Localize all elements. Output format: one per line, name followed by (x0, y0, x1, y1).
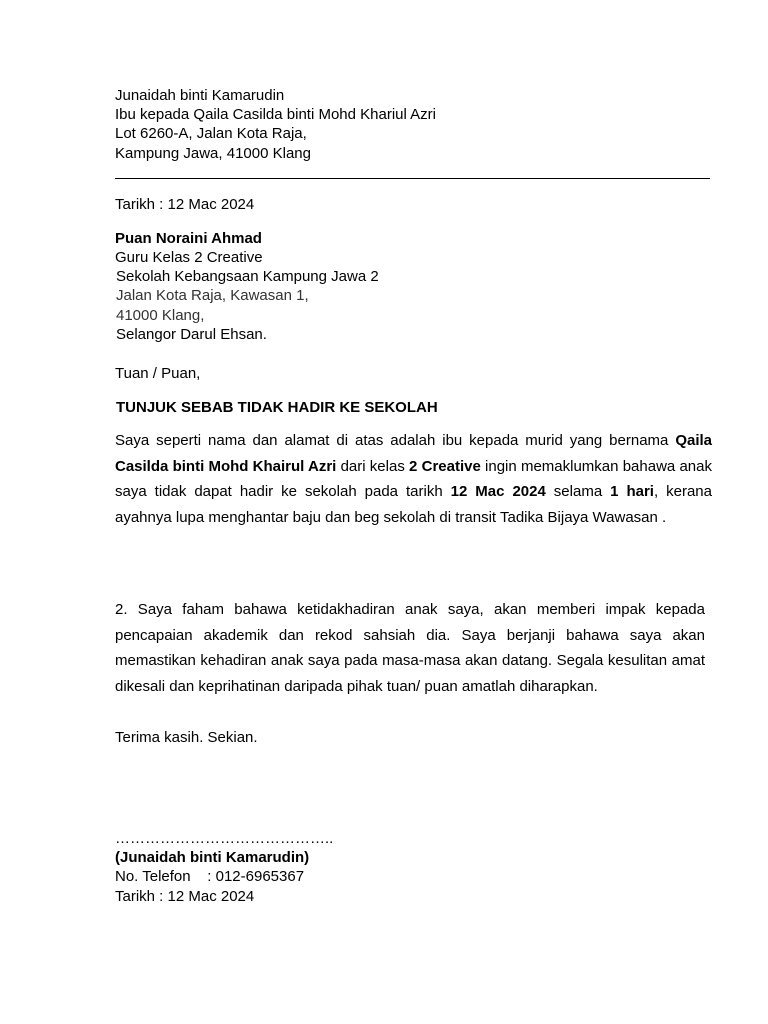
letter-subject: TUNJUK SEBAB TIDAK HADIR KE SEKOLAH (116, 399, 438, 416)
signature-phone: No. Telefon : 012-6965367 (115, 868, 305, 885)
recipient-name: Puan Noraini Ahmad (115, 230, 262, 247)
recipient-position: Guru Kelas 2 Creative (115, 249, 263, 266)
body-paragraph-1 (115, 428, 712, 530)
p1-text-5: , kerana ayahnya lupa menghantar baju dan beg sekolah di transit Tadika Bijaya Wawasan . (115, 483, 712, 526)
p1-text-4: selama (545, 483, 611, 500)
student-name: Qaila Casilda binti Mohd Khairul Azri (115, 432, 712, 475)
sender-relation: Ibu kepada Qaila Casilda binti Mohd Khariul Azri (115, 106, 437, 123)
sender-address-line2: Kampung Jawa, 41000 Klang (115, 145, 311, 162)
recipient-address-line2: 41000 Klang, (116, 307, 205, 324)
recipient-address-line3: Selangor Darul Ehsan. (116, 326, 267, 343)
letter-date: Tarikh : 12 Mac 2024 (115, 196, 255, 213)
recipient-school: Sekolah Kebangsaan Kampung Jawa 2 (116, 268, 379, 285)
body-paragraph-2: 2. Saya faham bahawa ketidakhadiran anak saya, akan memberi impak kepada pencapaian akademik dan rekod sahsiah dia. Saya berjanji bahawa saya akan memastikan kehadiran anak saya pada masa-masa akan datang. Segala kesulitan amat dikesali dan keprihatinan daripada pihak tuan/ puan amatlah diharapkan. (115, 601, 705, 695)
p1-text-3: ingin memaklumkan bahawa anak saya tidak dapat hadir ke sekolah pada tarikh (115, 457, 712, 500)
absence-date: 12 Mac 2024 (450, 483, 546, 500)
signature-date: Tarikh : 12 Mac 2024 (115, 888, 255, 905)
sender-address-line1: Lot 6260-A, Jalan Kota Raja, (115, 125, 307, 142)
salutation: Tuan / Puan, (115, 365, 201, 382)
p1-text-2: dari kelas (336, 457, 410, 475)
signature-name: (Junaidah binti Kamarudin) (115, 849, 310, 866)
p1-text-1: Saya seperti nama dan alamat di atas adalah ibu kepada murid yang bernama (115, 432, 676, 449)
absence-duration: 1 hari (610, 483, 654, 500)
signature-line: …………………………………….. (115, 830, 334, 847)
closing-text: Terima kasih. Sekian. (115, 729, 258, 746)
recipient-address-line1: Jalan Kota Raja, Kawasan 1, (116, 287, 309, 304)
header-divider (115, 178, 710, 179)
class-name: 2 Creative (409, 457, 481, 475)
sender-name: Junaidah binti Kamarudin (115, 87, 285, 104)
